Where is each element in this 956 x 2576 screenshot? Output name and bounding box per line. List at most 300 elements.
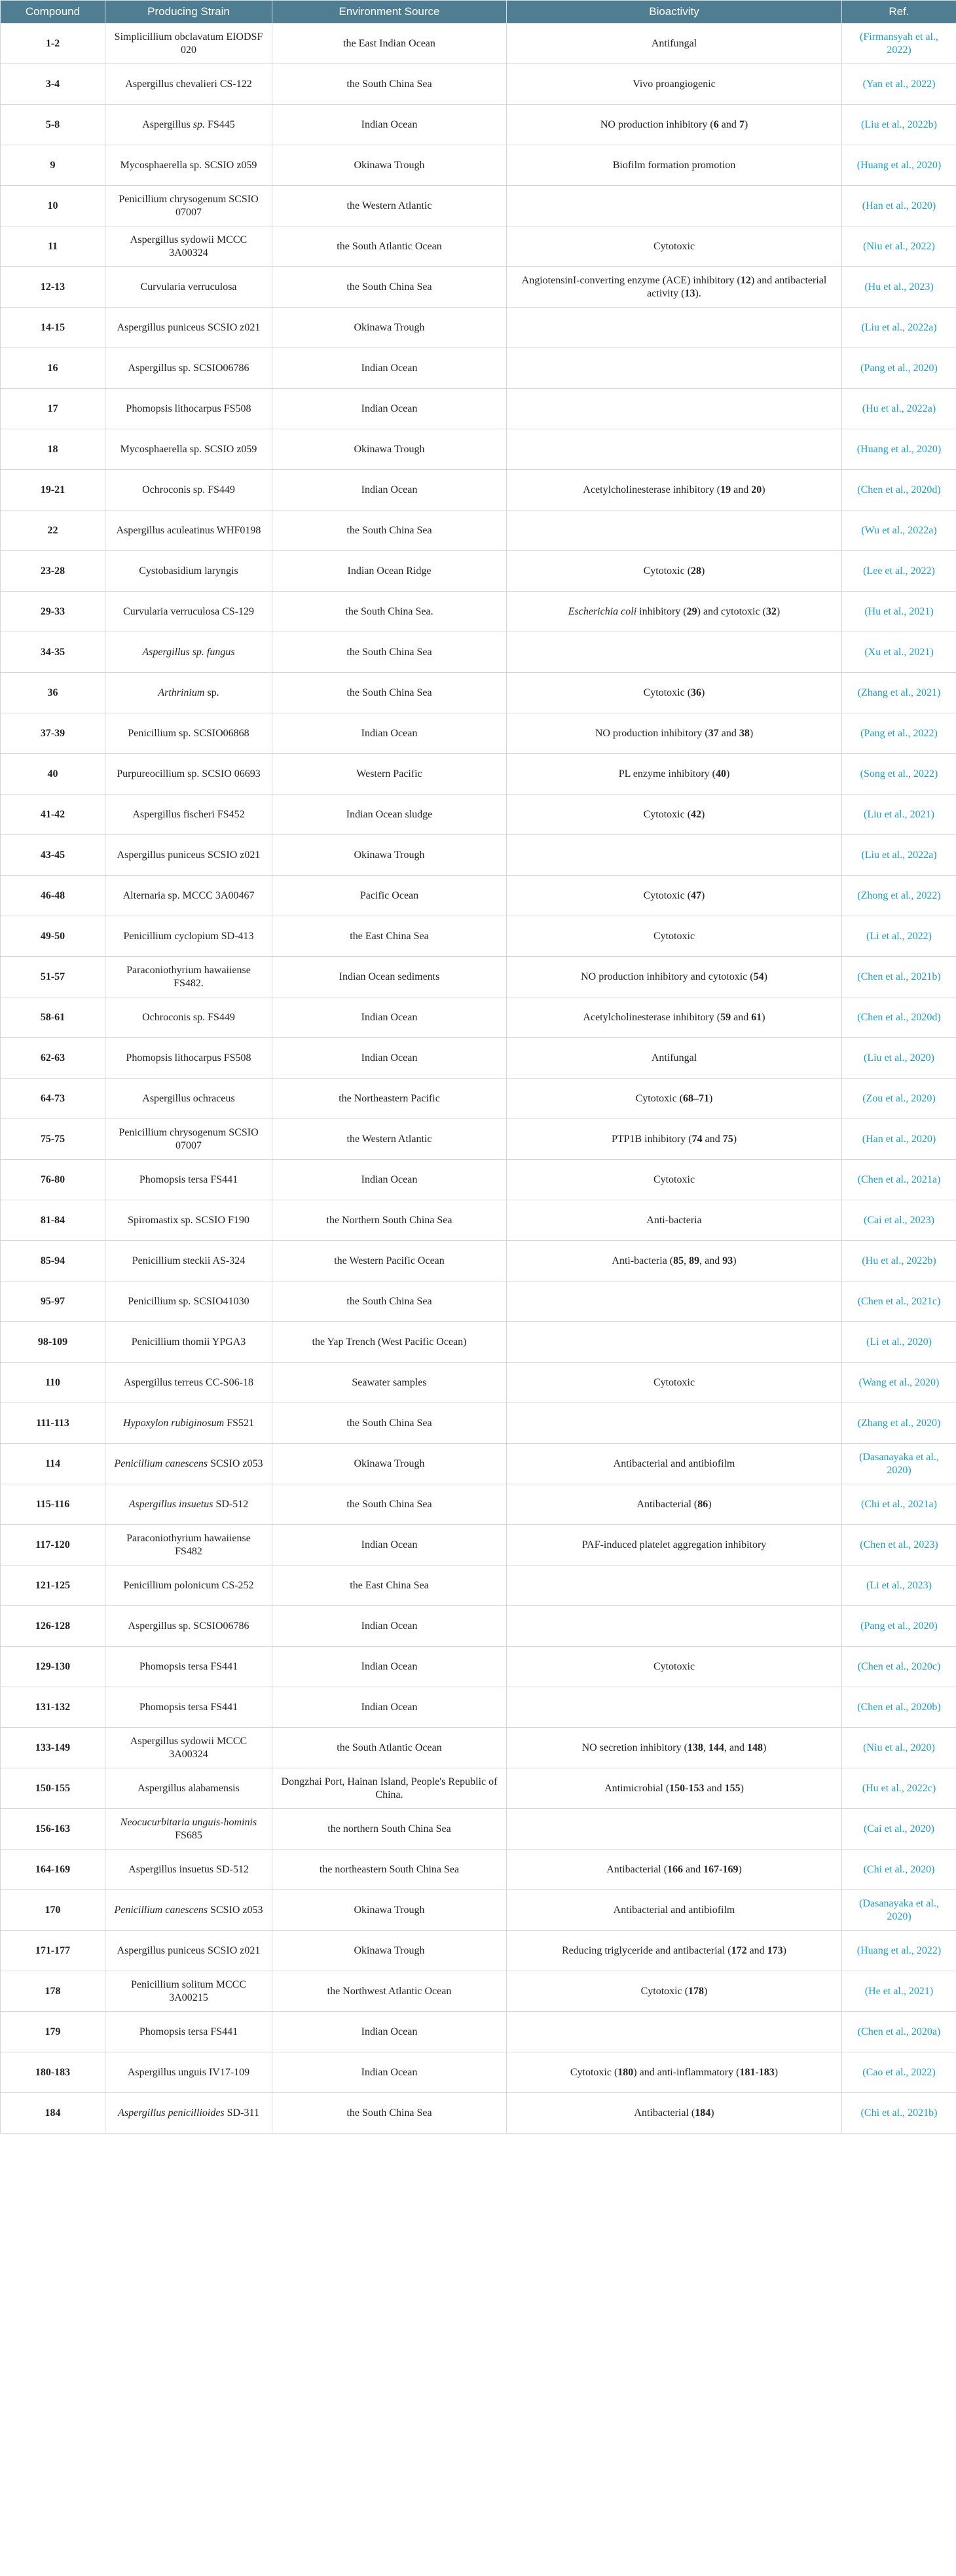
- bioactivity-cell: [507, 1403, 842, 1444]
- table-row: [1, 1728, 956, 1768]
- compound-cell: 37-39: [1, 713, 105, 754]
- compound-cell: 180-183: [1, 2052, 105, 2093]
- strain-cell: Ochroconis sp. FS449: [105, 470, 272, 510]
- source-cell: Dongzhai Port, Hainan Island, People's Republic of China.: [272, 1768, 507, 1809]
- bioactivity-cell: [507, 2012, 842, 2052]
- ref-cell[interactable]: (Chen et al., 2021c): [842, 1281, 956, 1322]
- strain-cell: Simplicillium obclavatum EIODSF 020: [105, 24, 272, 64]
- strain-cell: Penicillium chrysogenum SCSIO 07007: [105, 186, 272, 226]
- table-row: [1, 1241, 956, 1281]
- source-cell: Indian Ocean: [272, 2052, 507, 2093]
- source-cell: the Northern South China Sea: [272, 1200, 507, 1241]
- compound-cell: 34-35: [1, 632, 105, 673]
- source-cell: the South China Sea: [272, 673, 507, 713]
- compound-cell: 11: [1, 226, 105, 267]
- strain-cell: Aspergillus sp. SCSIO06786: [105, 1606, 272, 1647]
- bioactivity-cell: NO production inhibitory and cytotoxic (54): [507, 957, 842, 997]
- strain-cell: Phomopsis tersa FS441: [105, 1160, 272, 1200]
- ref-cell[interactable]: (Liu et al., 2020): [842, 1038, 956, 1079]
- strain-cell: Aspergillus ochraceus: [105, 1079, 272, 1119]
- table-row: [1, 754, 956, 795]
- strain-cell: Phomopsis lithocarpus FS508: [105, 389, 272, 429]
- ref-cell[interactable]: (Hu et al., 2022a): [842, 389, 956, 429]
- strain-cell: Aspergillus insuetus SD-512: [105, 1484, 272, 1525]
- bioactivity-cell: Cytotoxic: [507, 1363, 842, 1403]
- source-cell: Indian Ocean: [272, 2012, 507, 2052]
- source-cell: Pacific Ocean: [272, 876, 507, 916]
- table-row: [1, 916, 956, 957]
- ref-cell[interactable]: (Chi et al., 2021b): [842, 2093, 956, 2134]
- table-row: [1, 308, 956, 348]
- strain-cell: Arthrinium sp.: [105, 673, 272, 713]
- compound-cell: 41-42: [1, 795, 105, 835]
- source-cell: Indian Ocean: [272, 713, 507, 754]
- ref-cell[interactable]: (Liu et al., 2022a): [842, 308, 956, 348]
- bioactivity-cell: Cytotoxic: [507, 1647, 842, 1687]
- table-row: [1, 795, 956, 835]
- compound-cell: 126-128: [1, 1606, 105, 1647]
- source-cell: Western Pacific: [272, 754, 507, 795]
- table-row: [1, 1890, 956, 1931]
- source-cell: the South China Sea: [272, 1403, 507, 1444]
- ref-cell[interactable]: (Cai et al., 2023): [842, 1200, 956, 1241]
- source-cell: Indian Ocean: [272, 348, 507, 389]
- source-cell: the South China Sea: [272, 64, 507, 105]
- compound-cell: 85-94: [1, 1241, 105, 1281]
- table-row: [1, 1322, 956, 1363]
- bioactivity-cell: Antibacterial and antibiofilm: [507, 1890, 842, 1931]
- table-row: [1, 470, 956, 510]
- table-row: [1, 1850, 956, 1890]
- compound-cell: 110: [1, 1363, 105, 1403]
- strain-cell: Aspergillus insuetus SD-512: [105, 1850, 272, 1890]
- ref-cell[interactable]: (Pang et al., 2020): [842, 1606, 956, 1647]
- ref-cell[interactable]: (Dasanayaka et al., 2020): [842, 1890, 956, 1931]
- strain-cell: Penicillium cyclopium SD-413: [105, 916, 272, 957]
- source-cell: Okinawa Trough: [272, 1444, 507, 1484]
- table-row: [1, 1403, 956, 1444]
- bioactivity-cell: PAF-induced platelet aggregation inhibitory: [507, 1525, 842, 1565]
- bioactivity-cell: Cytotoxic (68–71): [507, 1079, 842, 1119]
- table-row: [1, 145, 956, 186]
- ref-cell[interactable]: (Huang et al., 2022): [842, 1931, 956, 1971]
- strain-cell: Phomopsis tersa FS441: [105, 1647, 272, 1687]
- ref-cell[interactable]: (Huang et al., 2020): [842, 429, 956, 470]
- compound-cell: 115-116: [1, 1484, 105, 1525]
- bioactivity-cell: Antifungal: [507, 24, 842, 64]
- bioactivity-cell: [507, 348, 842, 389]
- ref-cell[interactable]: (Chen et al., 2023): [842, 1525, 956, 1565]
- source-cell: the northeastern South China Sea: [272, 1850, 507, 1890]
- table-row: [1, 713, 956, 754]
- compound-cell: 179: [1, 2012, 105, 2052]
- ref-cell[interactable]: (Niu et al., 2020): [842, 1728, 956, 1768]
- compound-cell: 111-113: [1, 1403, 105, 1444]
- compound-cell: 164-169: [1, 1850, 105, 1890]
- source-cell: Indian Ocean: [272, 389, 507, 429]
- source-cell: Okinawa Trough: [272, 1890, 507, 1931]
- strain-cell: Neocucurbitaria unguis-hominis FS685: [105, 1809, 272, 1850]
- bioactivity-cell: Biofilm formation promotion: [507, 145, 842, 186]
- strain-cell: Penicillium sp. SCSIO06868: [105, 713, 272, 754]
- bioactivity-cell: Cytotoxic (180) and anti-inflammatory (181-183): [507, 2052, 842, 2093]
- ref-cell[interactable]: (Niu et al., 2022): [842, 226, 956, 267]
- ref-cell[interactable]: (Hu et al., 2023): [842, 267, 956, 308]
- strain-cell: Ochroconis sp. FS449: [105, 997, 272, 1038]
- bioactivity-cell: Anti-bacteria: [507, 1200, 842, 1241]
- ref-cell[interactable]: (Chen et al., 2020d): [842, 470, 956, 510]
- table-row: [1, 510, 956, 551]
- ref-cell[interactable]: (Zhang et al., 2021): [842, 673, 956, 713]
- compound-cell: 98-109: [1, 1322, 105, 1363]
- strain-cell: Spiromastix sp. SCSIO F190: [105, 1200, 272, 1241]
- bioactivity-cell: Antifungal: [507, 1038, 842, 1079]
- table-row: [1, 1038, 956, 1079]
- table-row: [1, 1809, 956, 1850]
- ref-cell[interactable]: (Huang et al., 2020): [842, 145, 956, 186]
- compound-cell: 19-21: [1, 470, 105, 510]
- strain-cell: Mycosphaerella sp. SCSIO z059: [105, 145, 272, 186]
- compound-cell: 156-163: [1, 1809, 105, 1850]
- bioactivity-cell: Cytotoxic (42): [507, 795, 842, 835]
- compound-cell: 64-73: [1, 1079, 105, 1119]
- ref-cell[interactable]: (Chen et al., 2020a): [842, 2012, 956, 2052]
- table-row: [1, 1200, 956, 1241]
- strain-cell: Aspergillus sydowii MCCC 3A00324: [105, 226, 272, 267]
- source-cell: Indian Ocean: [272, 1687, 507, 1728]
- bioactivity-cell: Cytotoxic: [507, 916, 842, 957]
- strain-cell: Aspergillus fischeri FS452: [105, 795, 272, 835]
- table-row: [1, 1484, 956, 1525]
- strain-cell: Penicillium canescens SCSIO z053: [105, 1890, 272, 1931]
- source-cell: the Yap Trench (West Pacific Ocean): [272, 1322, 507, 1363]
- table-row: [1, 24, 956, 64]
- bioactivity-cell: [507, 1322, 842, 1363]
- ref-cell[interactable]: (Chi et al., 2020): [842, 1850, 956, 1890]
- bioactivity-cell: [507, 510, 842, 551]
- strain-cell: Aspergillus puniceus SCSIO z021: [105, 1931, 272, 1971]
- compound-cell: 114: [1, 1444, 105, 1484]
- compound-cell: 46-48: [1, 876, 105, 916]
- bioactivity-cell: Cytotoxic: [507, 1160, 842, 1200]
- bioactivity-cell: [507, 1606, 842, 1647]
- bioactivity-cell: Cytotoxic (47): [507, 876, 842, 916]
- ref-cell[interactable]: (Cao et al., 2022): [842, 2052, 956, 2093]
- strain-cell: Aspergillus penicillioides SD-311: [105, 2093, 272, 2134]
- ref-cell[interactable]: (Chi et al., 2021a): [842, 1484, 956, 1525]
- ref-cell[interactable]: (Wang et al., 2020): [842, 1363, 956, 1403]
- source-cell: the South China Sea: [272, 632, 507, 673]
- source-cell: the Northwest Atlantic Ocean: [272, 1971, 507, 2012]
- table-row: [1, 673, 956, 713]
- ref-cell[interactable]: (Chen et al., 2021a): [842, 1160, 956, 1200]
- table-row: [1, 551, 956, 592]
- strain-cell: Penicillium sp. SCSIO41030: [105, 1281, 272, 1322]
- strain-cell: Penicillium chrysogenum SCSIO 07007: [105, 1119, 272, 1160]
- compound-cell: 22: [1, 510, 105, 551]
- ref-cell[interactable]: (Firmansyah et al., 2022): [842, 24, 956, 64]
- ref-cell[interactable]: (Pang et al., 2020): [842, 348, 956, 389]
- table-row: [1, 957, 956, 997]
- bioactivity-cell: Antimicrobial (150-153 and 155): [507, 1768, 842, 1809]
- table-row: [1, 1971, 956, 2012]
- bioactivity-cell: [507, 632, 842, 673]
- strain-cell: Aspergillus puniceus SCSIO z021: [105, 308, 272, 348]
- ref-cell[interactable]: (Li et al., 2023): [842, 1565, 956, 1606]
- source-cell: Indian Ocean: [272, 997, 507, 1038]
- compound-cell: 18: [1, 429, 105, 470]
- ref-cell[interactable]: (Wu et al., 2022a): [842, 510, 956, 551]
- source-cell: Indian Ocean sediments: [272, 957, 507, 997]
- source-cell: Okinawa Trough: [272, 145, 507, 186]
- table-row: [1, 835, 956, 876]
- bioactivity-cell: [507, 1565, 842, 1606]
- table-row: [1, 1281, 956, 1322]
- table-row: [1, 1931, 956, 1971]
- compound-cell: 75-75: [1, 1119, 105, 1160]
- bioactivity-cell: Antibacterial (166 and 167-169): [507, 1850, 842, 1890]
- compound-cell: 29-33: [1, 592, 105, 632]
- strain-cell: Aspergillus sp. SCSIO06786: [105, 348, 272, 389]
- bioactivity-cell: [507, 1281, 842, 1322]
- compound-cell: 171-177: [1, 1931, 105, 1971]
- header-row: [1, 1, 956, 24]
- compound-cell: 117-120: [1, 1525, 105, 1565]
- table-row: [1, 105, 956, 145]
- compound-cell: 150-155: [1, 1768, 105, 1809]
- strain-cell: Phomopsis tersa FS441: [105, 2012, 272, 2052]
- table-row: [1, 2012, 956, 2052]
- ref-cell[interactable]: (Hu et al., 2022c): [842, 1768, 956, 1809]
- header-compound: Compound: [1, 1, 105, 24]
- source-cell: Okinawa Trough: [272, 835, 507, 876]
- source-cell: Indian Ocean: [272, 1160, 507, 1200]
- source-cell: Indian Ocean: [272, 1525, 507, 1565]
- table-row: [1, 1444, 956, 1484]
- compound-cell: 49-50: [1, 916, 105, 957]
- ref-cell[interactable]: (Dasanayaka et al., 2020): [842, 1444, 956, 1484]
- source-cell: Indian Ocean: [272, 1038, 507, 1079]
- compound-cell: 16: [1, 348, 105, 389]
- bioactivity-cell: Cytotoxic: [507, 226, 842, 267]
- compound-cell: 81-84: [1, 1200, 105, 1241]
- table-row: [1, 1687, 956, 1728]
- strain-cell: Mycosphaerella sp. SCSIO z059: [105, 429, 272, 470]
- compound-cell: 17: [1, 389, 105, 429]
- table-row: [1, 2093, 956, 2134]
- bioactivity-cell: [507, 835, 842, 876]
- ref-cell[interactable]: (Liu et al., 2021): [842, 795, 956, 835]
- bioactivity-cell: PTP1B inhibitory (74 and 75): [507, 1119, 842, 1160]
- compound-cell: 9: [1, 145, 105, 186]
- table-row: [1, 186, 956, 226]
- strain-cell: Penicillium polonicum CS-252: [105, 1565, 272, 1606]
- bioactivity-cell: Reducing triglyceride and antibacterial (172 and 173): [507, 1931, 842, 1971]
- bioactivity-cell: Escherichia coli inhibitory (29) and cytotoxic (32): [507, 592, 842, 632]
- table-row: [1, 389, 956, 429]
- ref-cell[interactable]: (Han et al., 2020): [842, 186, 956, 226]
- source-cell: Okinawa Trough: [272, 1931, 507, 1971]
- bioactivity-cell: NO secretion inhibitory (138, 144, and 148): [507, 1728, 842, 1768]
- ref-cell[interactable]: (Chen et al., 2021b): [842, 957, 956, 997]
- table-row: [1, 1160, 956, 1200]
- ref-cell[interactable]: (Lee et al., 2022): [842, 551, 956, 592]
- ref-cell[interactable]: (Chen et al., 2020d): [842, 997, 956, 1038]
- bioactivity-cell: [507, 1687, 842, 1728]
- compound-cell: 40: [1, 754, 105, 795]
- compound-cell: 36: [1, 673, 105, 713]
- bioactivity-cell: Antibacterial and antibiofilm: [507, 1444, 842, 1484]
- compound-cell: 3-4: [1, 64, 105, 105]
- strain-cell: Aspergillus puniceus SCSIO z021: [105, 835, 272, 876]
- ref-cell[interactable]: (Cai et al., 2020): [842, 1809, 956, 1850]
- bioactivity-cell: AngiotensinI-converting enzyme (ACE) inhibitory (12) and antibacterial activity (13).: [507, 267, 842, 308]
- compound-cell: 76-80: [1, 1160, 105, 1200]
- table-header: [1, 1, 956, 24]
- ref-cell[interactable]: (Chen et al., 2020b): [842, 1687, 956, 1728]
- ref-cell[interactable]: (Han et al., 2020): [842, 1119, 956, 1160]
- bioactivity-cell: [507, 429, 842, 470]
- table-row: [1, 267, 956, 308]
- source-cell: Indian Ocean: [272, 470, 507, 510]
- ref-cell[interactable]: (Li et al., 2020): [842, 1322, 956, 1363]
- ref-cell[interactable]: (Yan et al., 2022): [842, 64, 956, 105]
- strain-cell: Aspergillus alabamensis: [105, 1768, 272, 1809]
- ref-cell[interactable]: (Chen et al., 2020c): [842, 1647, 956, 1687]
- table-row: [1, 429, 956, 470]
- source-cell: Seawater samples: [272, 1363, 507, 1403]
- ref-cell[interactable]: (Zhong et al., 2022): [842, 876, 956, 916]
- ref-cell[interactable]: (Hu et al., 2022b): [842, 1241, 956, 1281]
- compound-cell: 51-57: [1, 957, 105, 997]
- compound-cell: 14-15: [1, 308, 105, 348]
- ref-cell[interactable]: (Li et al., 2022): [842, 916, 956, 957]
- compound-cell: 12-13: [1, 267, 105, 308]
- bioactivity-cell: Antibacterial (86): [507, 1484, 842, 1525]
- compound-cell: 133-149: [1, 1728, 105, 1768]
- strain-cell: Aspergillus sp. fungus: [105, 632, 272, 673]
- bioactivity-cell: Vivo proangiogenic: [507, 64, 842, 105]
- table-row: [1, 64, 956, 105]
- source-cell: Indian Ocean: [272, 1647, 507, 1687]
- compound-cell: 62-63: [1, 1038, 105, 1079]
- bioactivity-cell: [507, 389, 842, 429]
- ref-cell[interactable]: (Hu et al., 2021): [842, 592, 956, 632]
- header-ref: Ref.: [842, 1, 956, 24]
- compound-cell: 95-97: [1, 1281, 105, 1322]
- source-cell: the South China Sea: [272, 1281, 507, 1322]
- ref-cell[interactable]: (Pang et al., 2022): [842, 713, 956, 754]
- header-producing-strain: Producing Strain: [105, 1, 272, 24]
- source-cell: Indian Ocean sludge: [272, 795, 507, 835]
- strain-cell: Paraconiothyrium hawaiiense FS482: [105, 1525, 272, 1565]
- compound-cell: 5-8: [1, 105, 105, 145]
- strain-cell: Aspergillus unguis IV17-109: [105, 2052, 272, 2093]
- source-cell: the northern South China Sea: [272, 1809, 507, 1850]
- ref-cell[interactable]: (He et al., 2021): [842, 1971, 956, 2012]
- table-row: [1, 1565, 956, 1606]
- source-cell: Okinawa Trough: [272, 429, 507, 470]
- bioactivity-cell: NO production inhibitory (37 and 38): [507, 713, 842, 754]
- bioactivity-cell: Cytotoxic (178): [507, 1971, 842, 2012]
- table-row: [1, 1606, 956, 1647]
- compound-cell: 58-61: [1, 997, 105, 1038]
- source-cell: the South China Sea: [272, 510, 507, 551]
- source-cell: Indian Ocean: [272, 1606, 507, 1647]
- strain-cell: Penicillium canescens SCSIO z053: [105, 1444, 272, 1484]
- source-cell: the Western Atlantic: [272, 186, 507, 226]
- compound-cell: 170: [1, 1890, 105, 1931]
- compound-cell: 131-132: [1, 1687, 105, 1728]
- bioactivity-cell: Antibacterial (184): [507, 2093, 842, 2134]
- ref-cell[interactable]: (Liu et al., 2022a): [842, 835, 956, 876]
- source-cell: the Western Atlantic: [272, 1119, 507, 1160]
- strain-cell: Curvularia verruculosa: [105, 267, 272, 308]
- table-row: [1, 1647, 956, 1687]
- compound-cell: 121-125: [1, 1565, 105, 1606]
- table-row: [1, 226, 956, 267]
- compound-cell: 1-2: [1, 24, 105, 64]
- header-environment-source: Environment Source: [272, 1, 507, 24]
- header-bioactivity: Bioactivity: [507, 1, 842, 24]
- compound-cell: 178: [1, 1971, 105, 2012]
- source-cell: the Western Pacific Ocean: [272, 1241, 507, 1281]
- source-cell: Okinawa Trough: [272, 308, 507, 348]
- ref-cell[interactable]: (Liu et al., 2022b): [842, 105, 956, 145]
- source-cell: the South Atlantic Ocean: [272, 226, 507, 267]
- strain-cell: Paraconiothyrium hawaiiense FS482.: [105, 957, 272, 997]
- bioactivity-cell: [507, 1809, 842, 1850]
- source-cell: Indian Ocean: [272, 105, 507, 145]
- ref-cell[interactable]: (Zhang et al., 2020): [842, 1403, 956, 1444]
- bioactivity-cell: Acetylcholinesterase inhibitory (19 and 20): [507, 470, 842, 510]
- table-row: [1, 1363, 956, 1403]
- table-row: [1, 592, 956, 632]
- table-row: [1, 997, 956, 1038]
- ref-cell[interactable]: (Zou et al., 2020): [842, 1079, 956, 1119]
- strain-cell: Aspergillus terreus CC-S06-18: [105, 1363, 272, 1403]
- compound-cell: 23-28: [1, 551, 105, 592]
- bioactivity-cell: Anti-bacteria (85, 89, and 93): [507, 1241, 842, 1281]
- strain-cell: Phomopsis tersa FS441: [105, 1687, 272, 1728]
- table-row: [1, 632, 956, 673]
- bioactivity-cell: [507, 186, 842, 226]
- strain-cell: Penicillium steckii AS-324: [105, 1241, 272, 1281]
- strain-cell: Phomopsis lithocarpus FS508: [105, 1038, 272, 1079]
- source-cell: the East Indian Ocean: [272, 24, 507, 64]
- compound-cell: 43-45: [1, 835, 105, 876]
- table-row: [1, 1079, 956, 1119]
- strain-cell: Curvularia verruculosa CS-129: [105, 592, 272, 632]
- ref-cell[interactable]: (Xu et al., 2021): [842, 632, 956, 673]
- strain-cell: Penicillium thomii YPGA3: [105, 1322, 272, 1363]
- strain-cell: Purpureocillium sp. SCSIO 06693: [105, 754, 272, 795]
- table-body: [1, 24, 956, 2134]
- table-row: [1, 1768, 956, 1809]
- source-cell: the South Atlantic Ocean: [272, 1728, 507, 1768]
- compound-cell: 10: [1, 186, 105, 226]
- bioactivity-cell: Cytotoxic (36): [507, 673, 842, 713]
- bioactivity-cell: Cytotoxic (28): [507, 551, 842, 592]
- source-cell: the South China Sea: [272, 1484, 507, 1525]
- strain-cell: Aspergillus sydowii MCCC 3A00324: [105, 1728, 272, 1768]
- bioactivity-cell: PL enzyme inhibitory (40): [507, 754, 842, 795]
- source-cell: the South China Sea: [272, 2093, 507, 2134]
- strain-cell: Alternaria sp. MCCC 3A00467: [105, 876, 272, 916]
- ref-cell[interactable]: (Song et al., 2022): [842, 754, 956, 795]
- source-cell: the South China Sea.: [272, 592, 507, 632]
- source-cell: Indian Ocean Ridge: [272, 551, 507, 592]
